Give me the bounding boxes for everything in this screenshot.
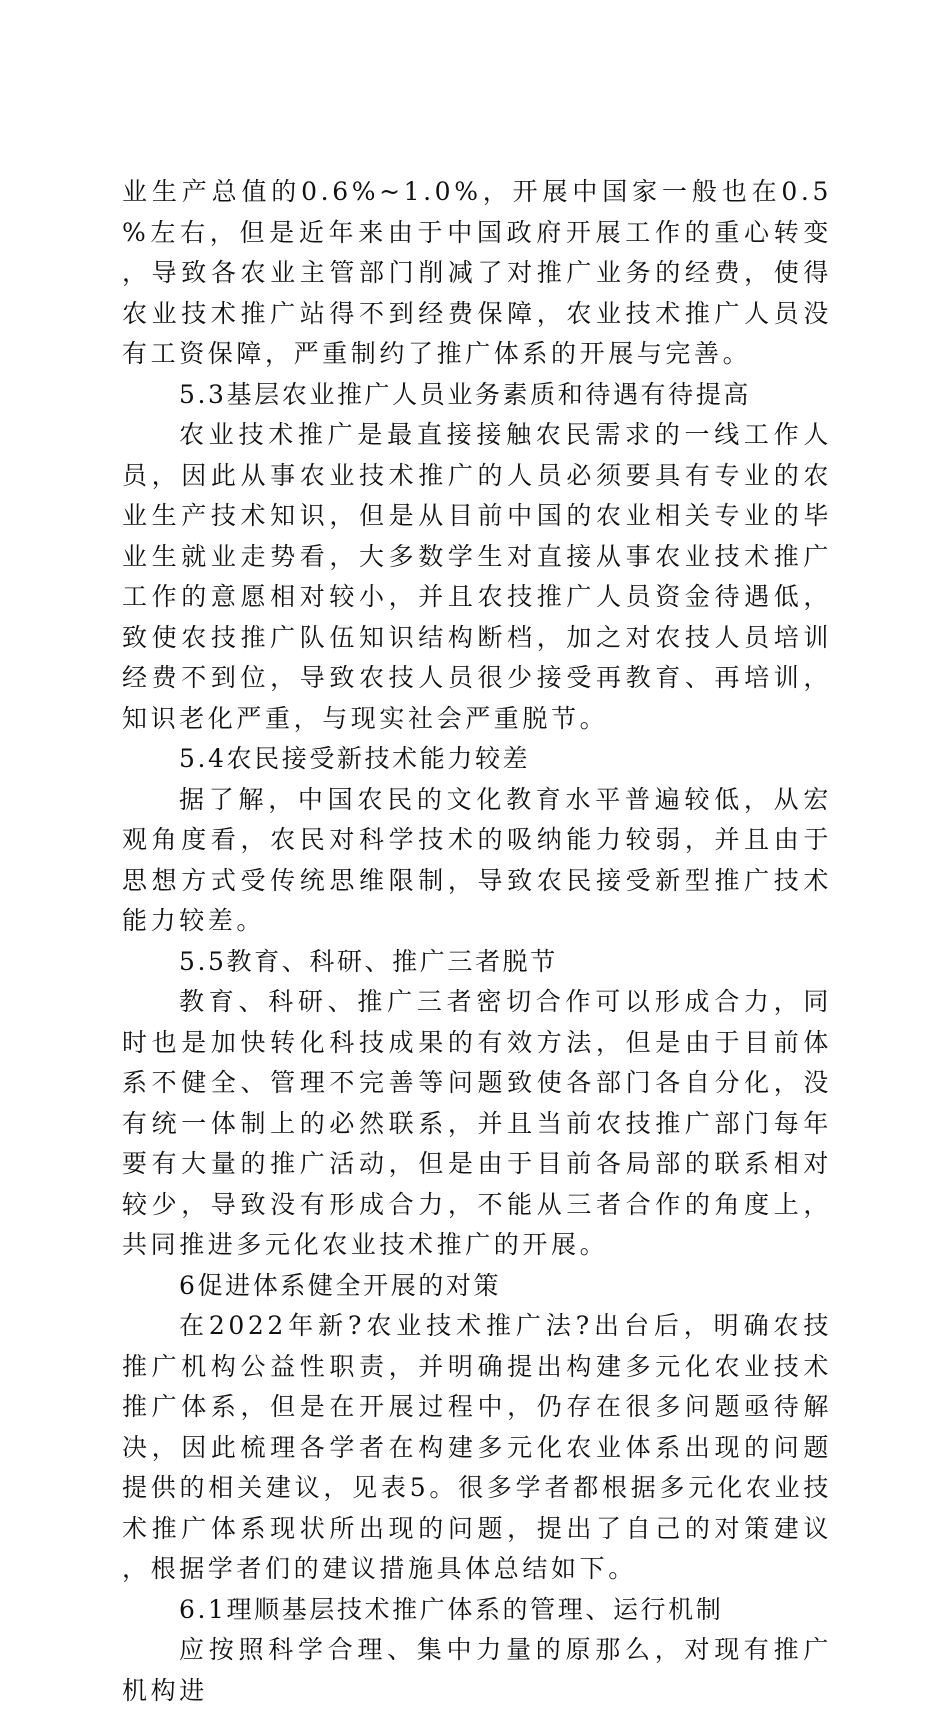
paragraph-funding-continued: 业生产总值的0.6%~1.0%，开展中国家一般也在0.5%左右，但是近年来由于中国政府开展工作的重心转变，导致各农业主管部门削减了对推广业务的经费，使得农业技术推广站得不到经费保障，农业技术推广人员没有工资保障，严重制约了推广体系的开展与完善。 (122, 177, 832, 368)
paragraph-education-research: 教育、科研、推广三者密切合作可以形成合力，同时也是加快转化科技成果的有效方法，但是由于目前体系不健全、管理不完善等问题致使各部门各自分化，没有统一体制上的必然联系，并且当前农技推广部门每年要有大量的推广活动，但是由于目前各局部的联系相对较少，导致没有形成合力，不能从三者合作的角度上，共同推进多元化农业技术推广的开展。 (122, 987, 832, 1259)
paragraph-personnel: 农业技术推广是最直接接触农民需求的一线工作人员，因此从事农业技术推广的人员必须要具有专业的农业生产技术知识，但是从目前中国的农业相关专业的毕业生就业走势看，大多数学生对直接从事农业技术推广工作的意愿相对较小，并且农技推广人员资金待遇低，致使农技推广队伍知识结构断档，加之对农技人员培训经费不到位，导致农技人员很少接受再教育、再培训，知识老化严重，与现实社会严重脱节。 (122, 420, 832, 733)
paragraph-management: 应按照科学合理、集中力量的原那么，对现有推广机构进 (122, 1635, 832, 1705)
paragraph-farmers: 据了解，中国农民的文化教育水平普遍较低，从宏观角度看，农民对科学技术的吸纳能力较弱，并且由于思想方式受传统思维限制，导致农民接受新型推广技术能力较差。 (122, 784, 832, 935)
heading-6: 6促进体系健全开展的对策 (179, 1270, 502, 1300)
heading-6-1: 6.1理顺基层技术推广体系的管理、运行机制 (179, 1594, 724, 1624)
heading-5-4: 5.4农民接受新技术能力较差 (179, 744, 531, 773)
heading-5-3: 5.3基层农业推广人员业务素质和待遇有待提高 (179, 379, 751, 409)
body-text (122, 172, 832, 1711)
heading-5-5: 5.5教育、科研、推广三者脱节 (179, 946, 558, 976)
paragraph-countermeasures: 在2022年新?农业技术推广法?出台后，明确农技推广机构公益性职责，并明确提出构建多元化农业技术推广体系，但是在开展过程中，仍存在很多问题亟待解决，因此梳理各学者在构建多元化农业体系出现的问题提供的相关建议，见表5。很多学者都根据多元化农业技术推广体系现状所出现的问题，提出了自己的对策建议，根据学者们的建议措施具体总结如下。 (122, 1311, 832, 1583)
